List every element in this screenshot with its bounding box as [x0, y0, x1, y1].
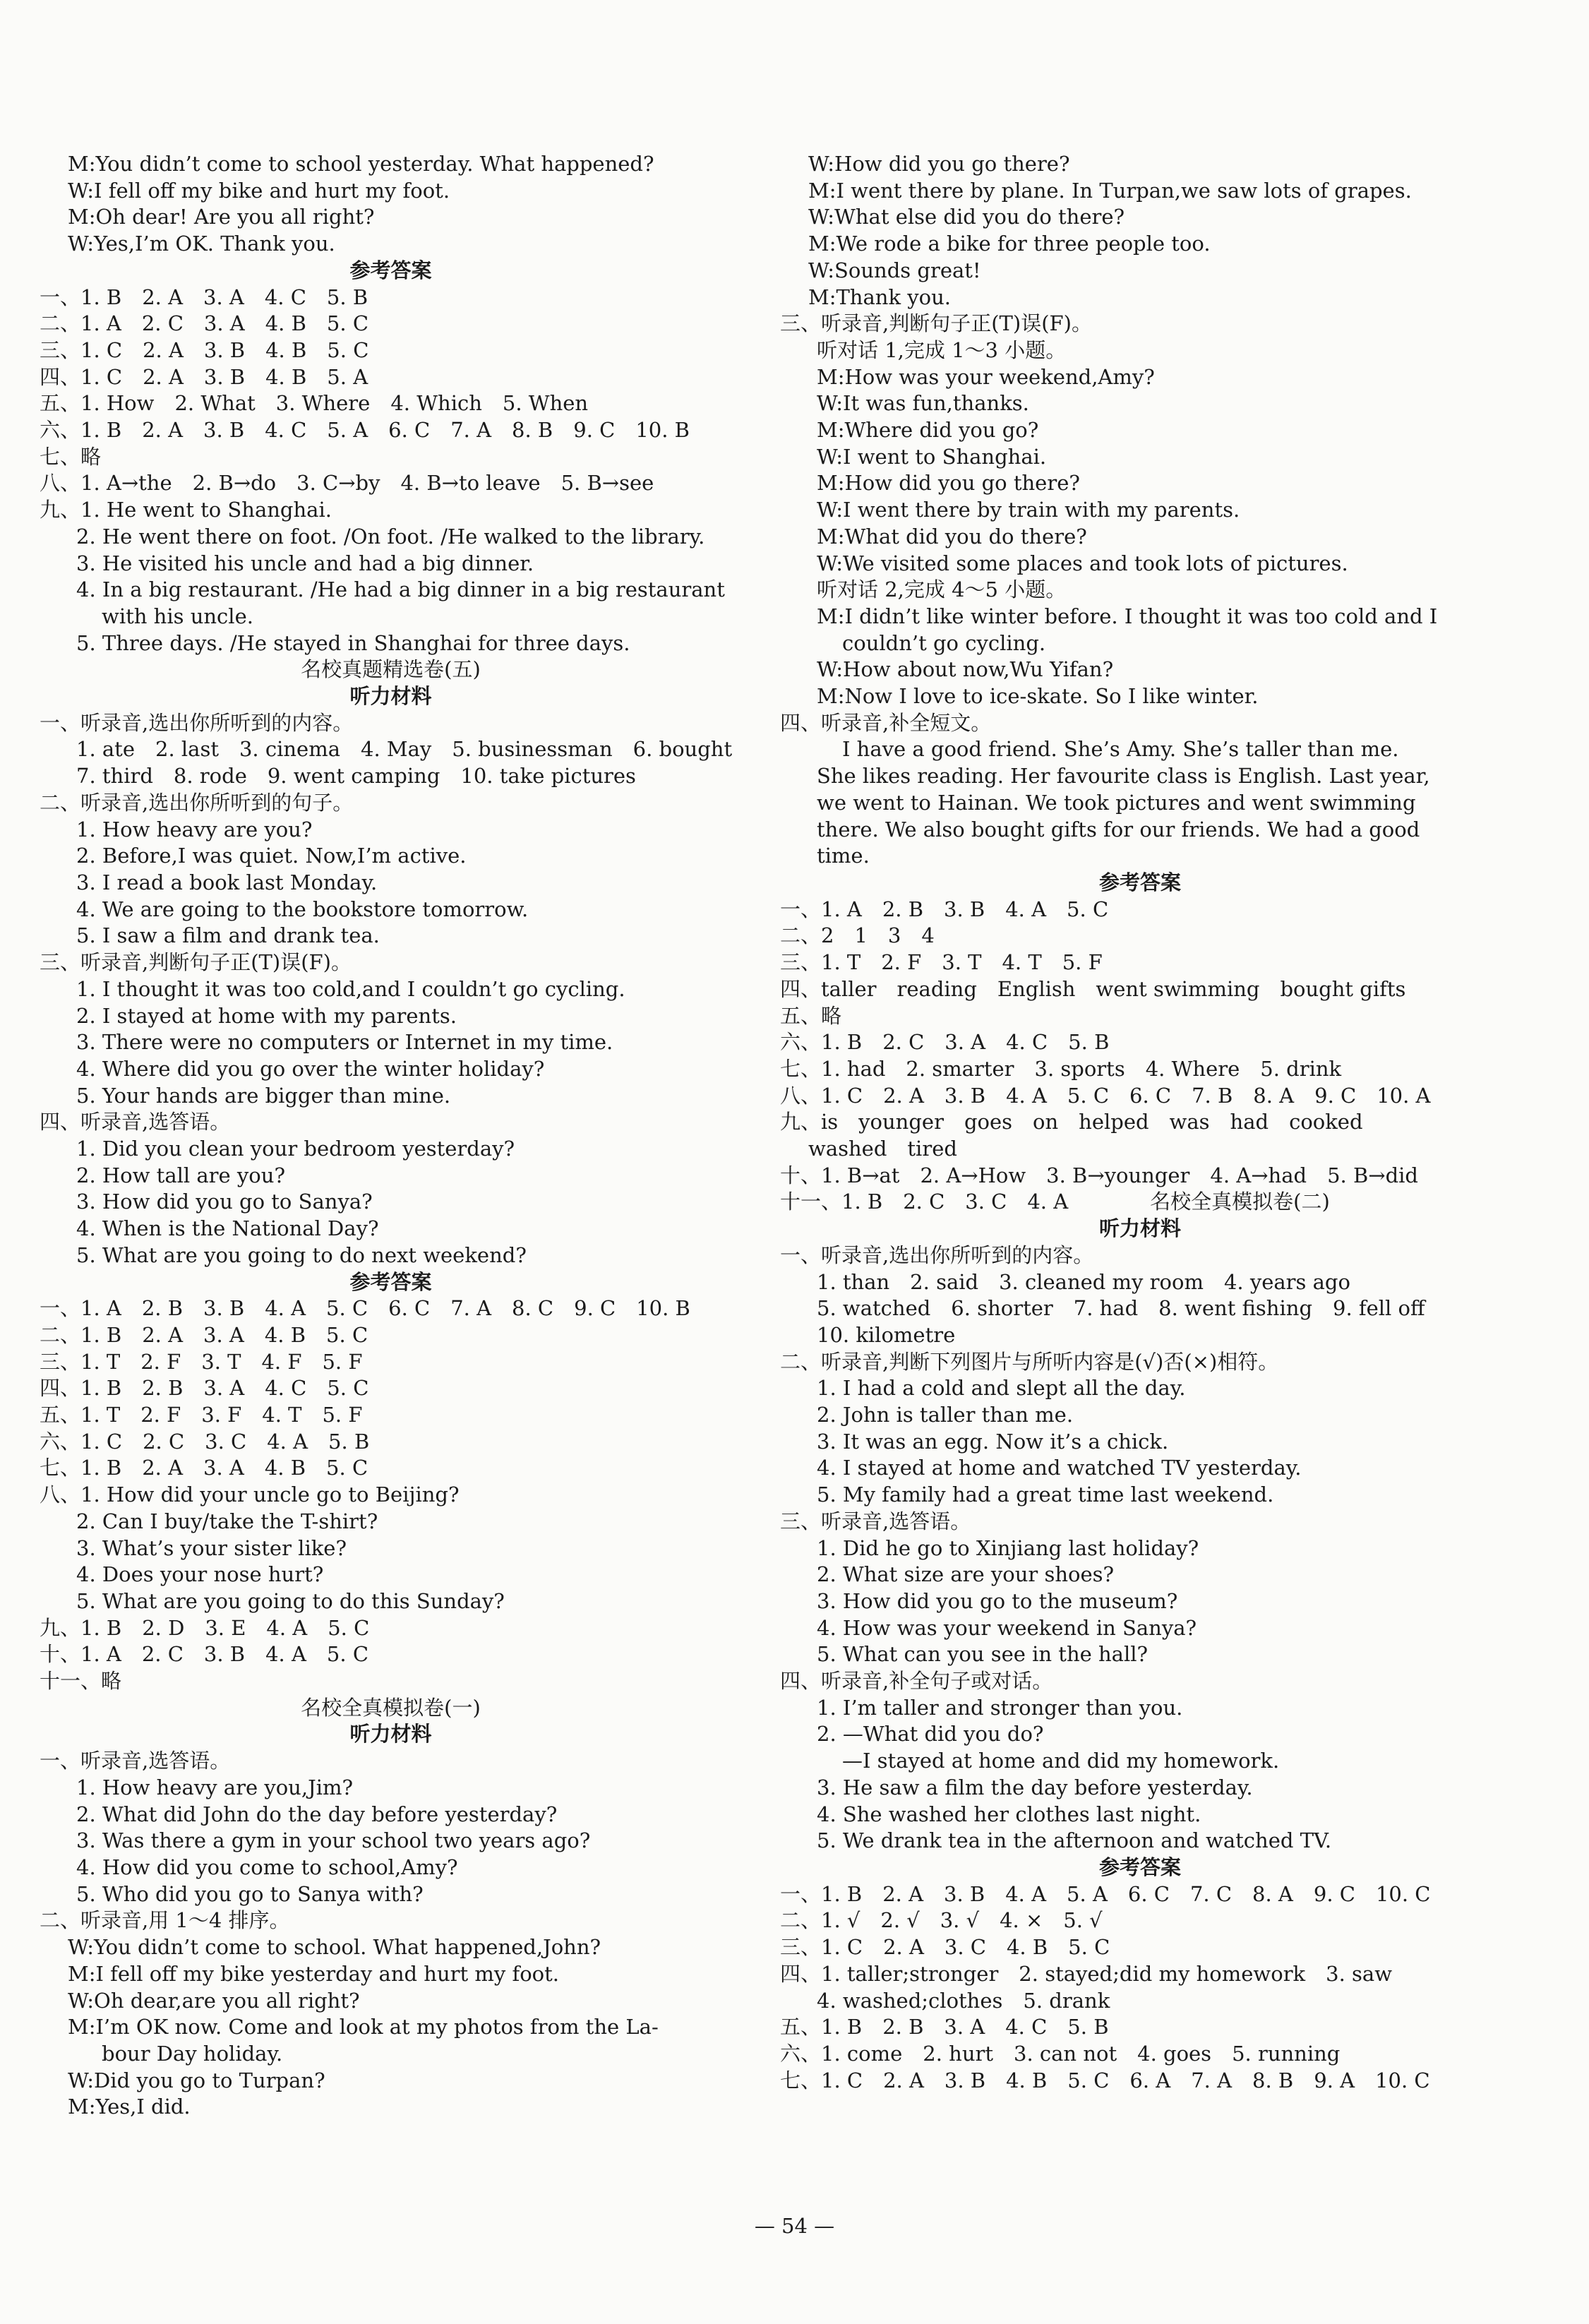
left-line: W:I fell off my bike and hurt my foot.: [68, 178, 450, 203]
left-line: 4. How did you come to school,Amy?: [76, 1855, 458, 1879]
left-line: 7. third 8. rode 9. went camping 10. take pictures: [76, 764, 636, 789]
left-line: 4. We are going to the bookstore tomorrow.: [76, 897, 529, 921]
right-line: 三、听录音,选答语。: [780, 1509, 971, 1533]
right-line: washed tired: [808, 1137, 957, 1161]
right-line: 1. I’m taller and stronger than you.: [817, 1695, 1183, 1720]
left-line: 2. Can I buy/take the T-shirt?: [76, 1509, 378, 1533]
left-line: 名校真题精选卷(五): [301, 657, 481, 682]
right-line: I have a good friend. She’s Amy. She’s taller than me.: [842, 737, 1399, 762]
right-line: 3. How did you go to the museum?: [817, 1588, 1178, 1613]
right-line: W:How about now,Wu Yifan?: [817, 657, 1114, 682]
right-line: we went to Hainan. We took pictures and went swimming: [817, 790, 1416, 815]
left-line: 2. Before,I was quiet. Now,I’m active.: [76, 844, 467, 868]
right-line: 2. What size are your shoes?: [817, 1562, 1115, 1587]
left-line: 1. Did you clean your bedroom yesterday?: [76, 1137, 515, 1161]
right-line: 九、is younger goes on helped was had cooked: [780, 1110, 1363, 1134]
left-line: 六、1. C 2. C 3. C 4. A 5. B: [40, 1429, 370, 1454]
right-line: 四、taller reading English went swimming bought gifts: [780, 976, 1406, 1001]
left-line: 七、略: [40, 444, 102, 469]
left-line: 八、1. A→the 2. B→do 3. C→by 4. B→to leave 5. B→see: [40, 471, 654, 496]
left-column: [40, 151, 742, 2121]
left-line: 三、1. T 2. F 3. T 4. F 5. F: [40, 1349, 363, 1374]
right-line: 2. John is taller than me.: [817, 1403, 1074, 1427]
right-line: 参考答案: [1098, 870, 1181, 894]
left-line: 听力材料: [349, 684, 432, 709]
right-line: 二、1. √ 2. √ 3. √ 4. × 5. √: [780, 1908, 1103, 1933]
left-line: 3. How did you go to Sanya?: [76, 1190, 373, 1214]
right-line: 六、1. come 2. hurt 3. can not 4. goes 5. running: [780, 2041, 1341, 2066]
right-line: 1. I had a cold and slept all the day.: [817, 1376, 1186, 1401]
right-line: 2. —What did you do?: [817, 1722, 1044, 1747]
left-line: 参考答案: [349, 258, 432, 282]
left-line: 六、1. B 2. A 3. B 4. C 5. A 6. C 7. A 8. B 9. C 10. B: [40, 418, 690, 443]
right-line: 五、略: [780, 1003, 842, 1028]
right-line: 七、1. had 2. smarter 3. sports 4. Where 5. drink: [780, 1056, 1342, 1081]
right-line: 四、听录音,补全句子或对话。: [780, 1669, 1053, 1694]
right-line: 十一、1. B 2. C 3. C 4. A 名校全真模拟卷(二): [780, 1190, 1330, 1214]
left-line: 听力材料: [349, 1722, 432, 1747]
right-line: 5. My family had a great time last weekend.: [817, 1483, 1274, 1507]
page-number: — 54 —: [754, 2214, 835, 2238]
right-line: W:Sounds great!: [808, 258, 981, 282]
right-line: 三、1. T 2. F 3. T 4. T 5. F: [780, 950, 1103, 975]
right-line: 一、1. A 2. B 3. B 4. A 5. C: [780, 897, 1109, 921]
left-line: 2. How tall are you?: [76, 1163, 285, 1187]
left-line: 3. He visited his uncle and had a big dinner.: [76, 551, 534, 575]
right-line: W:I went there by train with my parents.: [817, 498, 1240, 522]
right-line: 五、1. B 2. B 3. A 4. C 5. B: [780, 2015, 1109, 2040]
left-line: W:Did you go to Turpan?: [68, 2068, 325, 2092]
right-line: She likes reading. Her favourite class is English. Last year,: [817, 764, 1430, 789]
right-line: 听力材料: [1098, 1216, 1181, 1241]
left-line: 4. Where did you go over the winter holiday?: [76, 1056, 545, 1081]
left-line: M:I’m OK now. Come and look at my photos from the La-: [68, 2015, 659, 2040]
left-line: 二、听录音,用 1～4 排序。: [40, 1908, 290, 1933]
left-line: 二、1. A 2. C 3. A 4. B 5. C: [40, 311, 369, 336]
right-line: 八、1. C 2. A 3. B 4. A 5. C 6. C 7. B 8. A 9. C 10. A: [780, 1083, 1431, 1108]
left-line: 九、1. He went to Shanghai.: [40, 498, 332, 522]
left-line: 名校全真模拟卷(一): [301, 1695, 481, 1720]
right-line: M:Thank you.: [808, 284, 951, 309]
left-line: M:You didn’t come to school yesterday. What happened?: [68, 152, 654, 176]
right-line: 四、1. taller;stronger 2. stayed;did my homework 3. saw: [780, 1961, 1393, 1986]
right-line: M:How did you go there?: [817, 471, 1080, 496]
right-line: 4. How was your weekend in Sanya?: [817, 1615, 1197, 1640]
left-line: 1. How heavy are you?: [76, 817, 313, 841]
right-line: W:What else did you do there?: [808, 205, 1125, 229]
right-line: 四、听录音,补全短文。: [780, 710, 992, 735]
right-line: 5. What can you see in the hall?: [817, 1642, 1149, 1667]
left-line: 五、1. T 2. F 3. F 4. T 5. F: [40, 1403, 363, 1427]
left-line: M:Oh dear! Are you all right?: [68, 205, 375, 229]
left-line: 九、1. B 2. D 3. E 4. A 5. C: [40, 1615, 370, 1640]
right-line: M:We rode a bike for three people too.: [808, 232, 1211, 256]
left-line: 4. When is the National Day?: [76, 1216, 379, 1241]
right-line: 三、听录音,判断句子正(T)误(F)。: [780, 311, 1092, 336]
left-line: bour Day holiday.: [102, 2041, 283, 2066]
left-line: 3. I read a book last Monday.: [76, 870, 378, 894]
right-line: M:What did you do there?: [817, 524, 1087, 549]
left-line: 2. What did John do the day before yesterday?: [76, 1802, 558, 1826]
left-line: 1. I thought it was too cold,and I couldn’t go cycling.: [76, 976, 625, 1001]
left-line: 八、1. How did your uncle go to Beijing?: [40, 1483, 460, 1507]
right-line: M:How was your weekend,Amy?: [817, 364, 1155, 389]
right-line: W:We visited some places and took lots of pictures.: [817, 551, 1348, 575]
left-line: 4. In a big restaurant. /He had a big dinner in a big restaurant: [76, 577, 725, 602]
right-line: 一、1. B 2. A 3. B 4. A 5. A 6. C 7. C 8. A 9. C 10. C: [780, 1881, 1431, 1906]
left-line: 一、1. B 2. A 3. A 4. C 5. B: [40, 284, 368, 309]
right-line: couldn’t go cycling.: [842, 630, 1046, 655]
right-line: W:It was fun,thanks.: [817, 391, 1029, 416]
right-line: 二、2 1 3 4: [780, 923, 935, 948]
left-line: 3. Was there a gym in your school two years ago?: [76, 1828, 591, 1853]
left-line: 三、听录音,判断句子正(T)误(F)。: [40, 950, 352, 975]
left-line: 二、1. B 2. A 3. A 4. B 5. C: [40, 1322, 368, 1347]
left-line: 1. How heavy are you,Jim?: [76, 1775, 354, 1799]
left-line: 5. What are you going to do next weekend?: [76, 1242, 527, 1267]
right-line: 听对话 2,完成 4～5 小题。: [817, 577, 1067, 602]
right-line: time.: [817, 844, 870, 868]
right-line: 5. watched 6. shorter 7. had 8. went fishing 9. fell off: [817, 1296, 1425, 1321]
right-line: W:I went to Shanghai.: [817, 444, 1047, 469]
right-line: 1. Did he go to Xinjiang last holiday?: [817, 1535, 1199, 1560]
left-line: W:You didn’t come to school. What happened,John?: [68, 1935, 601, 1960]
right-line: 4. I stayed at home and watched TV yesterday.: [817, 1456, 1302, 1480]
left-line: 5. I saw a film and drank tea.: [76, 923, 380, 948]
left-line: 参考答案: [349, 1269, 432, 1294]
left-line: 四、听录音,选答语。: [40, 1110, 231, 1134]
right-line: M:I didn’t like winter before. I thought it was too cold and I: [817, 604, 1438, 628]
right-line: 4. She washed her clothes last night.: [817, 1802, 1201, 1826]
right-line: M:Where did you go?: [817, 418, 1039, 443]
left-line: 二、听录音,选出你所听到的句子。: [40, 790, 354, 815]
left-line: 四、1. B 2. B 3. A 4. C 5. C: [40, 1376, 369, 1401]
right-column: [780, 151, 1500, 2094]
right-line: 5. We drank tea in the afternoon and watched TV.: [817, 1828, 1332, 1853]
left-line: 一、听录音,选答语。: [40, 1749, 231, 1773]
left-line: with his uncle.: [102, 604, 253, 628]
left-line: 4. Does your nose hurt?: [76, 1562, 324, 1587]
left-line: W:Oh dear,are you all right?: [68, 1988, 360, 2013]
right-line: 4. washed;clothes 5. drank: [817, 1988, 1110, 2013]
left-line: 五、1. How 2. What 3. Where 4. Which 5. When: [40, 391, 589, 416]
left-line: 5. Who did you go to Sanya with?: [76, 1881, 424, 1906]
left-line: 3. There were no computers or Internet in my time.: [76, 1030, 613, 1055]
right-line: 一、听录音,选出你所听到的内容。: [780, 1242, 1094, 1267]
right-line: 3. It was an egg. Now it’s a chick.: [817, 1429, 1169, 1454]
left-line: 十、1. A 2. C 3. B 4. A 5. C: [40, 1642, 369, 1667]
right-line: 二、听录音,判断下列图片与所听内容是(√)否(×)相符。: [780, 1349, 1279, 1374]
right-line: 十、1. B→at 2. A→How 3. B→younger 4. A→had 5. B→did: [780, 1163, 1418, 1187]
left-line: 三、1. C 2. A 3. B 4. B 5. C: [40, 337, 369, 362]
left-line: M:Yes,I did.: [68, 2095, 191, 2119]
right-line: 3. He saw a film the day before yesterday.: [817, 1775, 1253, 1799]
left-line: 2. He went there on foot. /On foot. /He walked to the library.: [76, 524, 705, 549]
right-line: 七、1. C 2. A 3. B 4. B 5. C 6. A 7. A 8. B 9. A 10. C: [780, 2068, 1430, 2092]
left-line: 5. Your hands are bigger than mine.: [76, 1083, 451, 1108]
left-line: 一、1. A 2. B 3. B 4. A 5. C 6. C 7. A 8. C 9. C 10. B: [40, 1296, 690, 1321]
left-line: 1. ate 2. last 3. cinema 4. May 5. businessman 6. bought: [76, 737, 733, 762]
left-line: 2. I stayed at home with my parents.: [76, 1003, 457, 1028]
right-line: —I stayed at home and did my homework.: [842, 1749, 1280, 1773]
right-line: M:I went there by plane. In Turpan,we saw lots of grapes.: [808, 178, 1412, 203]
right-line: 六、1. B 2. C 3. A 4. C 5. B: [780, 1030, 1110, 1055]
left-line: 十一、略: [40, 1669, 122, 1694]
right-line: M:Now I love to ice-skate. So I like winter.: [817, 684, 1259, 709]
left-line: 七、1. B 2. A 3. A 4. B 5. C: [40, 1456, 368, 1480]
left-line: W:Yes,I’m OK. Thank you.: [68, 232, 335, 256]
right-line: 三、1. C 2. A 3. C 4. B 5. C: [780, 1935, 1110, 1960]
right-line: there. We also bought gifts for our friends. We had a good: [817, 817, 1420, 841]
right-line: 听对话 1,完成 1～3 小题。: [817, 337, 1067, 362]
right-line: W:How did you go there?: [808, 152, 1070, 176]
left-line: 四、1. C 2. A 3. B 4. B 5. A: [40, 364, 368, 389]
left-line: 5. What are you going to do this Sunday?: [76, 1588, 505, 1613]
left-line: 5. Three days. /He stayed in Shanghai for three days.: [76, 630, 630, 655]
right-line: 10. kilometre: [817, 1322, 956, 1347]
right-line: 1. than 2. said 3. cleaned my room 4. years ago: [817, 1269, 1350, 1294]
left-line: M:I fell off my bike yesterday and hurt my foot.: [68, 1961, 559, 1986]
right-line: 参考答案: [1098, 1855, 1181, 1879]
left-line: 一、听录音,选出你所听到的内容。: [40, 710, 354, 735]
left-line: 3. What’s your sister like?: [76, 1535, 347, 1560]
